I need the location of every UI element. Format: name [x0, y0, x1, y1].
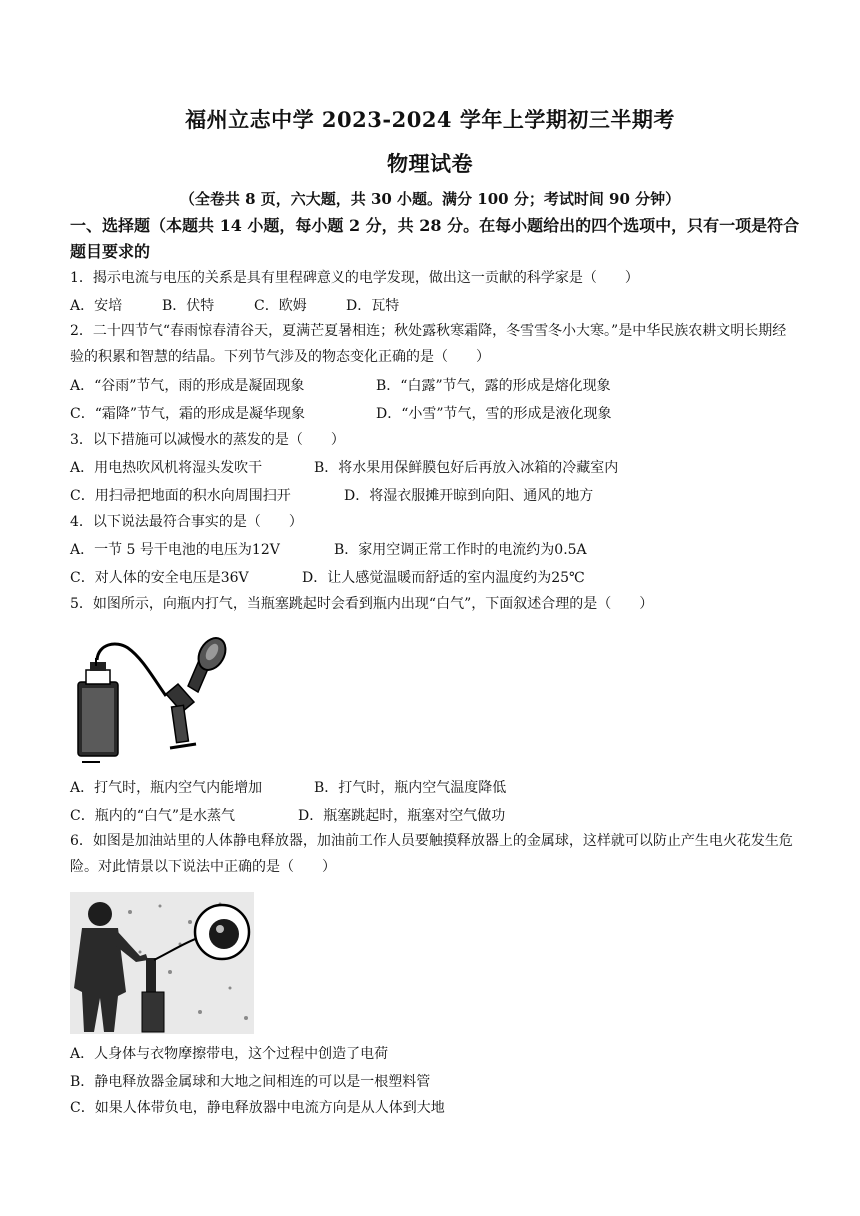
option-d: D．“小雪”节气，雪的形成是液化现象 — [376, 406, 612, 422]
question-5-options-row1 — [70, 778, 800, 798]
question-4-options-row1 — [70, 540, 800, 560]
question-1-stem: 1．揭示电流与电压的关系是具有里程碑意义的电学发现，做出这一贡献的科学家是（ ） — [70, 270, 639, 286]
question-3-options-row1 — [70, 458, 800, 478]
question-5-options-row2 — [70, 806, 800, 826]
question-1-options — [70, 296, 800, 316]
option-a: A．“谷雨”节气，雨的形成是凝固现象 — [70, 378, 305, 394]
option-c: C．瓶内的“白气”是水蒸气 — [70, 808, 236, 824]
question-4-options-row2 — [70, 568, 800, 588]
subject-title: 物理试卷 — [387, 151, 473, 176]
question-2-options-row1 — [70, 376, 800, 396]
option-a: A．打气时，瓶内空气内能增加 — [70, 780, 263, 796]
question-2-stem: 2．二十四节气“春雨惊春清谷天，夏满芒夏暑相连；秋处露秋寒霜降，冬雪雪冬小大寒。”是中华民族农耕文明长期经验的积累和智慧的结晶。下列节气涉及的物态变化正确的是（ ） — [70, 323, 787, 365]
option-d: D．瓶塞跳起时，瓶塞对空气做功 — [298, 808, 506, 824]
option-a: A．用电热吹风机将湿头发吹干 — [70, 460, 263, 476]
exam-title: 福州立志中学 2023-2024 学年上学期初三半期考 — [185, 107, 675, 132]
option-c: C．欧姆 — [254, 298, 307, 314]
option-a: A．安培 — [70, 298, 123, 314]
question-4-stem: 4．以下说法最符合事实的是（ ） — [70, 514, 303, 530]
option-c: C．对人体的安全电压是36V — [70, 570, 249, 586]
question-6-option-b: B．静电释放器金属球和大地之间相连的可以是一根塑料管 — [70, 1074, 431, 1090]
option-b: B．家用空调正常工作时的电流约为0.5A — [334, 542, 587, 558]
bottle-pump-figure — [70, 636, 230, 768]
option-b: B．打气时，瓶内空气温度降低 — [314, 780, 507, 796]
option-c: C．“霜降”节气，霜的形成是凝华现象 — [70, 406, 306, 422]
question-3-stem: 3．以下措施可以减慢水的蒸发的是（ ） — [70, 432, 345, 448]
option-b: B．将水果用保鲜膜包好后再放入冰箱的冷藏室内 — [314, 460, 619, 476]
option-d: D．让人感觉温暖而舒适的室内温度约为25℃ — [302, 570, 585, 586]
option-c: C．用扫帚把地面的积水向周围扫开 — [70, 488, 291, 504]
question-2-options-row2 — [70, 404, 800, 424]
question-6-stem: 6．如图是加油站里的人体静电释放器，加油前工作人员要触摸释放器上的金属球，这样就可以防止产生电火花发生危险。对此情景以下说法中正确的是（ ） — [70, 833, 793, 875]
question-5-stem: 5．如图所示，向瓶内打气，当瓶塞跳起时会看到瓶内出现“白气”，下面叙述合理的是（ ） — [70, 596, 654, 612]
question-3-options-row2 — [70, 486, 800, 506]
option-d: D．将湿衣服摊开晾到向阳、通风的地方 — [344, 488, 594, 504]
static-discharger-figure — [70, 892, 254, 1034]
question-6-option-c: C．如果人体带负电，静电释放器中电流方向是从人体到大地 — [70, 1100, 445, 1116]
option-d: D．瓦特 — [346, 298, 400, 314]
option-b: B．伏特 — [162, 298, 215, 314]
question-6-option-a: A．人身体与衣物摩擦带电，这个过程中创造了电荷 — [70, 1046, 389, 1062]
option-a: A．一节 5 号干电池的电压为12V — [70, 542, 280, 558]
section-heading: 一、选择题（本题共 14 小题，每小题 2 分，共 28 分。在每小题给出的四个选项中，只有一项是符合题目要求的 — [70, 216, 800, 261]
option-b: B．“白露”节气，露的形成是熔化现象 — [376, 378, 611, 394]
exam-info: （全卷共 8 页，六大题，共 30 小题。满分 100 分；考试时间 90 分钟） — [179, 190, 681, 208]
